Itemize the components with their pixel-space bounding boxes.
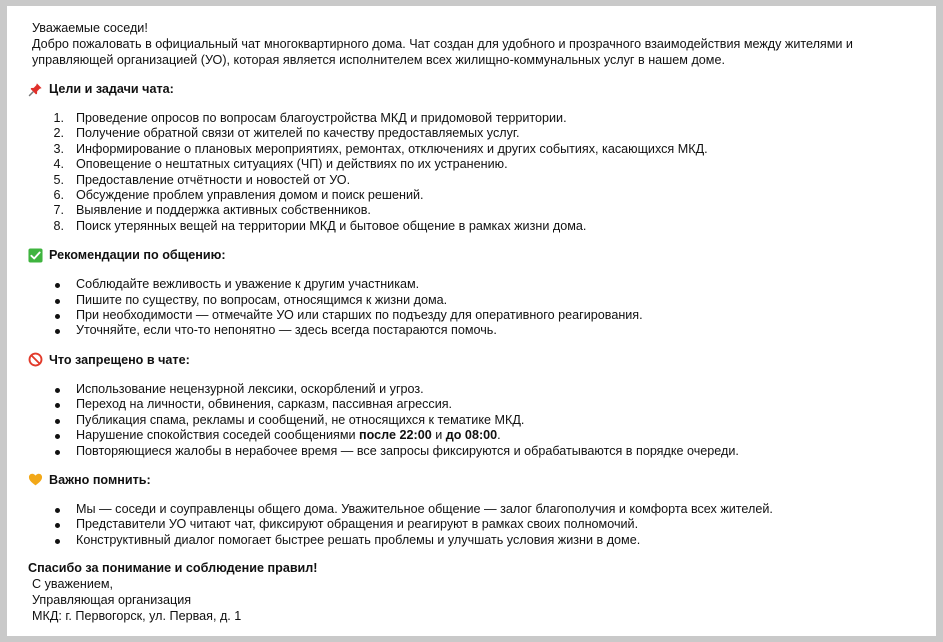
goals-list bbox=[28, 111, 922, 234]
thanks-line: Спасибо за понимание и соблюдение правил! bbox=[28, 561, 318, 576]
heart-icon bbox=[28, 472, 43, 487]
pushpin-icon bbox=[28, 82, 43, 97]
list-item: 3. Информирование о плановых мероприятиях, ремонтах, отключениях и других событиях, касающихся МКД. bbox=[53, 141, 708, 156]
list-item: Уточняйте, если что-то непонятно — здесь всегда постараются помочь. bbox=[28, 323, 922, 338]
time-before: до 08:00 bbox=[445, 428, 498, 443]
chat-rules-text bbox=[28, 20, 922, 624]
list-item: Представители УО читают чат, фиксируют обращения и реагируют в рамках своих полномочий. bbox=[28, 517, 922, 532]
regards-line: С уважением, bbox=[32, 577, 114, 592]
list-item: Использование нецензурной лексики, оскорблений и угроз. bbox=[28, 382, 922, 397]
address-line: МКД: г. Первогорск, ул. Первая, д. 1 bbox=[32, 609, 242, 624]
check-mark-icon bbox=[28, 248, 43, 263]
list-item: Мы — соседи и соуправленцы общего дома. Уважительное общение — залог благополучия и комфорта всех жителей. bbox=[28, 502, 922, 517]
remember-heading bbox=[28, 472, 922, 488]
recommendations-title: Рекомендации по общению: bbox=[49, 248, 226, 263]
prohibited-heading bbox=[28, 352, 922, 368]
list-item: 8. Поиск утерянных вещей на территории МКД и бытовое общение в рамках жизни дома. bbox=[53, 218, 587, 233]
remember-list bbox=[28, 502, 922, 548]
recommendations-heading bbox=[28, 247, 922, 263]
list-item: 4. Оповещение о нештатных ситуациях (ЧП) и действиях по их устранению. bbox=[53, 157, 508, 172]
list-item: Конструктивный диалог помогает быстрее решать проблемы и улучшать условия жизни в доме. bbox=[28, 533, 922, 548]
prohibited-title: Что запрещено в чате: bbox=[49, 352, 190, 367]
list-item: 6. Обсуждение проблем управления домом и поиск решений. bbox=[53, 188, 424, 203]
intro-paragraph: Добро пожаловать в официальный чат многоквартирного дома. Чат создан для удобного и прозрачного взаимодействия между жителями и управляющей организацией (УО), которая является исполнителем всех жилищно-коммунальных услуг в нашем доме. bbox=[32, 37, 853, 67]
prohibited-icon bbox=[28, 352, 43, 367]
list-item: Публикация спама, рекламы и сообщений, не относящихся к тематике МКД. bbox=[28, 413, 922, 428]
list-item: 5. Предоставление отчётности и новостей от УО. bbox=[53, 172, 351, 187]
document-page bbox=[7, 6, 936, 636]
list-item: 2. Получение обратной связи от жителей по качеству предоставляемых услуг. bbox=[53, 126, 520, 141]
prohibited-list bbox=[28, 382, 922, 459]
list-item: Соблюдайте вежливость и уважение к другим участникам. bbox=[28, 277, 922, 292]
organization-line: Управляющая организация bbox=[32, 593, 192, 608]
list-item: Пишите по существу, по вопросам, относящимся к жизни дома. bbox=[28, 293, 922, 308]
list-item: 7. Выявление и поддержка активных собственников. bbox=[53, 203, 371, 218]
remember-title: Важно помнить: bbox=[49, 472, 151, 487]
list-item: 1. Проведение опросов по вопросам благоустройства МКД и придомовой территории. bbox=[53, 111, 567, 125]
list-item: Переход на личности, обвинения, сарказм, пассивная агрессия. bbox=[28, 397, 922, 412]
list-item: При необходимости — отмечайте УО или старших по подъезду для оперативного реагирования. bbox=[28, 308, 922, 323]
greeting: Уважаемые соседи! bbox=[32, 21, 148, 35]
goals-heading bbox=[28, 81, 922, 97]
recommendations-list bbox=[28, 277, 922, 339]
list-item: Нарушение спокойствия соседей сообщениями после 22:00 и до 08:00. bbox=[28, 428, 922, 443]
goals-title: Цели и задачи чата: bbox=[49, 82, 174, 96]
time-after: после 22:00 bbox=[359, 428, 432, 443]
list-item: Повторяющиеся жалобы в нерабочее время — все запросы фиксируются и обрабатываются в порядке очереди. bbox=[28, 444, 922, 459]
